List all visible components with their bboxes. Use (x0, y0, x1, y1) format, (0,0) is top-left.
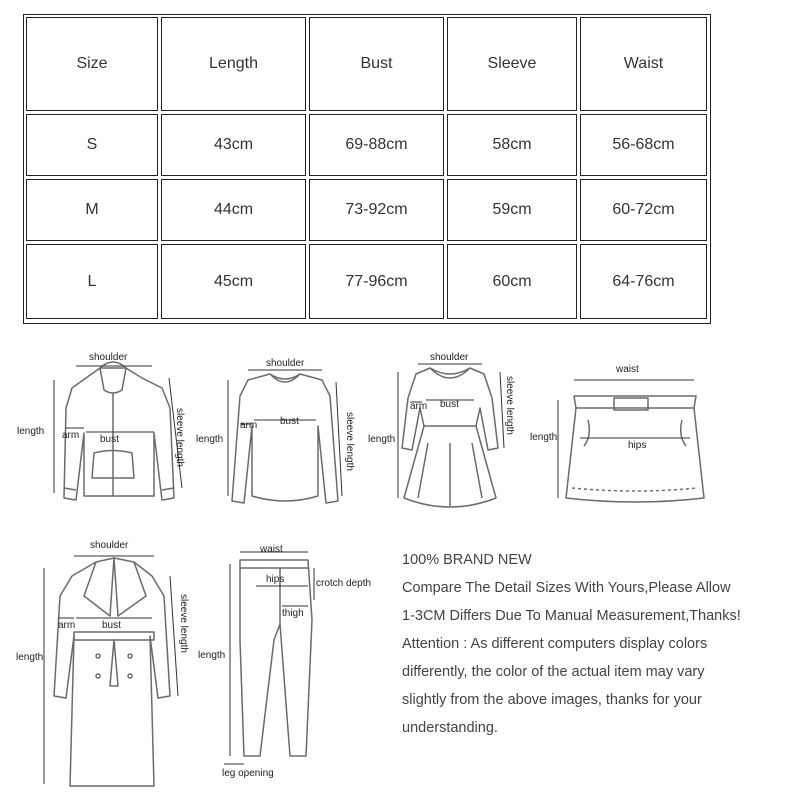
coat-diagram (14, 536, 204, 796)
table-header-cell: Size (26, 17, 158, 111)
coat-length-label: length (16, 652, 44, 663)
dress-bust-label: bust (440, 399, 459, 410)
dress-shoulder-label: shoulder (430, 352, 469, 363)
notes-line: 100% BRAND NEW (402, 552, 532, 568)
sweater-diagram (194, 356, 369, 516)
table-cell: M (26, 179, 158, 241)
table-cell: 58cm (447, 114, 577, 176)
sweater-length-label: length (196, 434, 224, 445)
dress-diagram (368, 348, 528, 518)
table-header-cell: Length (161, 17, 306, 111)
table-cell: 43cm (161, 114, 306, 176)
pants-diagram (196, 540, 386, 790)
coat-bust-label: bust (102, 620, 121, 631)
sweater-arm-label: arm (240, 420, 258, 431)
table-cell: 60cm (447, 244, 577, 319)
hoodie-arm-label: arm (62, 430, 80, 441)
table-row (26, 244, 708, 319)
notes-line: Compare The Detail Sizes With Yours,Please Allow (402, 580, 731, 596)
table-cell: 59cm (447, 179, 577, 241)
notes-line: understanding. (402, 720, 498, 736)
skirt-diagram (528, 360, 718, 520)
table-cell: 69-88cm (309, 114, 444, 176)
pants-leg-opening-label: leg opening (222, 768, 274, 779)
sweater-bust-label: bust (280, 416, 299, 427)
dress-length-label: length (368, 434, 396, 445)
hoodie-bust-label: bust (100, 434, 119, 445)
table-row (26, 114, 708, 176)
table-header-row (26, 17, 708, 111)
table-cell: 73-92cm (309, 179, 444, 241)
table-cell: 45cm (161, 244, 306, 319)
table-cell: 60-72cm (580, 179, 707, 241)
coat-shoulder-label: shoulder (90, 540, 129, 551)
size-table (23, 14, 711, 324)
pants-length-label: length (198, 650, 226, 661)
table-cell: L (26, 244, 158, 319)
hoodie-sleeve-length-label: sleeve length (174, 408, 185, 467)
sweater-shoulder-label: shoulder (266, 358, 305, 369)
table-header-cell: Bust (309, 17, 444, 111)
dress-sleeve-length-label: sleeve length (504, 376, 515, 435)
table-cell: 44cm (161, 179, 306, 241)
dress-arm-label: arm (410, 401, 428, 412)
pants-hips-label: hips (266, 574, 285, 585)
skirt-length-label: length (530, 432, 558, 443)
notes-line: slightly from the above images, thanks for your (402, 692, 702, 708)
sweater-sleeve-length-label: sleeve length (344, 412, 355, 471)
notes-line: 1-3CM Differs Due To Manual Measurement,Thanks! (402, 608, 741, 624)
hoodie-shoulder-label: shoulder (89, 352, 128, 363)
table-header-cell: Waist (580, 17, 707, 111)
product-notes (402, 546, 797, 742)
hoodie-length-label: length (17, 426, 45, 437)
table-header-cell: Sleeve (447, 17, 577, 111)
table-cell: 64-76cm (580, 244, 707, 319)
skirt-waist-label: waist (616, 364, 639, 375)
pants-waist-label: waist (260, 544, 283, 555)
table-cell: 77-96cm (309, 244, 444, 319)
coat-arm-label: arm (58, 620, 76, 631)
notes-line: differently, the color of the actual item may vary (402, 664, 705, 680)
table-cell: S (26, 114, 158, 176)
hoodie-diagram (14, 348, 204, 508)
table-cell: 56-68cm (580, 114, 707, 176)
table-row (26, 179, 708, 241)
coat-sleeve-length-label: sleeve length (178, 594, 189, 653)
notes-line: Attention : As different computers display colors (402, 636, 708, 652)
pants-thigh-label: thigh (282, 608, 304, 619)
skirt-hips-label: hips (628, 440, 647, 451)
coat-illustration (14, 536, 204, 796)
pants-crotch-depth-label: crotch depth (316, 578, 372, 589)
